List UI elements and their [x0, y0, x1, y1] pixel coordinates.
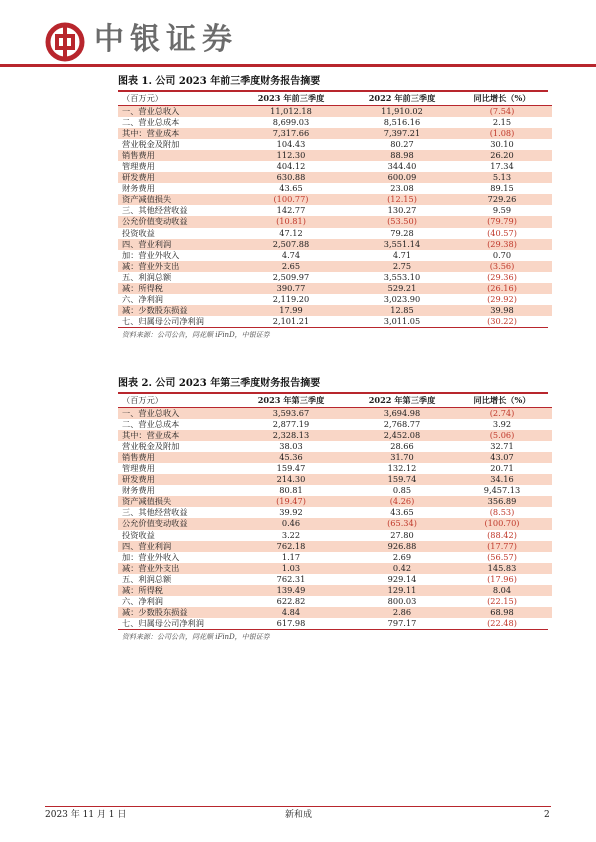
table-row [118, 563, 552, 574]
table-cell: 47.12 [279, 227, 303, 238]
table-cell: 356.89 [452, 496, 552, 507]
table-cell: (100.70) [452, 518, 552, 529]
footer-date: 2023 年 11 月 1 日 [45, 810, 127, 820]
table-cell: (5.06) [452, 430, 552, 441]
table-cell: 4.74 [281, 249, 301, 260]
table-cell: (17.77) [452, 541, 552, 552]
table-row [118, 183, 552, 194]
table-cell: 27.80 [390, 529, 414, 540]
table-cell: 344.40 [387, 161, 417, 172]
table-cell: 38.03 [279, 441, 303, 452]
table-row [118, 474, 552, 485]
table-cell: 762.31 [276, 573, 306, 584]
table-cell: (7.54) [452, 106, 552, 118]
row-label: 一、营业总收入 [118, 408, 230, 420]
row-label: 资产减值损失 [118, 496, 230, 507]
row-label: 其中：营业成本 [118, 430, 230, 441]
row-label: 二、营业总成本 [122, 419, 180, 430]
table-row [118, 250, 552, 261]
table-cell: 3,694.98 [352, 408, 452, 420]
table-cell: 159.74 [352, 474, 452, 485]
table-cell: (65.34) [352, 518, 452, 529]
row-label: 销售费用 [118, 452, 230, 463]
row-label: 资产减值损失 [118, 194, 230, 205]
table-cell: 2,119.20 [272, 293, 310, 304]
table-row [118, 139, 552, 150]
table-cell: 104.43 [276, 139, 306, 150]
table-row [118, 261, 552, 272]
table-cell: 0.46 [230, 518, 352, 529]
table-cell: (100.77) [230, 194, 352, 205]
table-cell: (8.53) [489, 507, 515, 518]
table-cell: 30.10 [490, 139, 514, 150]
table-cell: 3.92 [492, 419, 512, 430]
table-row [118, 607, 552, 618]
table-row [118, 585, 552, 596]
table-cell: 39.98 [452, 305, 552, 316]
table-row [118, 283, 552, 294]
table-cell: 43.07 [452, 452, 552, 463]
table-row [118, 239, 552, 250]
table-cell: (29.38) [452, 239, 552, 250]
table-cell: 11,012.18 [230, 106, 352, 118]
table-cell: 630.88 [230, 172, 352, 183]
table-cell: (26.16) [452, 283, 552, 294]
table1-title: 图表 1. 公司 2023 年前三季度财务报告摘要 [118, 76, 321, 87]
table-cell: 8.04 [452, 585, 552, 596]
row-label: 营业税金及附加 [122, 139, 180, 150]
page-header [0, 0, 596, 65]
column-header: 2023 年前三季度 [230, 92, 352, 106]
table-cell: 145.83 [452, 563, 552, 574]
table-cell: 2,452.08 [352, 430, 452, 441]
brand-name: 中银证券 [94, 22, 238, 57]
table-cell: 3,593.67 [230, 408, 352, 420]
table-cell: 130.27 [387, 205, 417, 216]
table-cell: 89.15 [490, 183, 514, 194]
table-row [118, 272, 552, 283]
column-header: 2023 年第三季度 [230, 394, 352, 408]
table-cell: 762.18 [230, 541, 352, 552]
row-label: 管理费用 [122, 161, 155, 172]
table-cell: 28.66 [390, 441, 414, 452]
table-cell: 80.27 [390, 139, 414, 150]
table-row [118, 194, 552, 205]
table-row [118, 463, 552, 474]
table-row [118, 172, 552, 183]
table-cell: 80.81 [279, 485, 303, 496]
table-cell: 34.16 [452, 474, 552, 485]
table-cell: (30.22) [487, 315, 517, 326]
footer-company: 新和成 [285, 810, 313, 820]
table-cell: 43.65 [279, 183, 303, 194]
table-cell: 23.08 [390, 183, 414, 194]
table-cell: 529.21 [352, 283, 452, 294]
table-cell: 0.70 [492, 249, 512, 260]
table-cell: 2.69 [392, 551, 412, 562]
row-label: 投资收益 [122, 227, 155, 238]
row-label: 三、其他经营收益 [122, 205, 188, 216]
table-row [118, 596, 552, 607]
table-cell: 2,768.77 [383, 419, 421, 430]
table-cell: 600.09 [352, 172, 452, 183]
table-row [118, 228, 552, 239]
table-row [118, 216, 552, 227]
table-cell: (1.08) [452, 128, 552, 139]
column-header: 2022 年前三季度 [352, 92, 452, 106]
table-header-row [118, 92, 552, 106]
table-cell: 622.82 [276, 595, 306, 606]
table1 [118, 92, 552, 327]
table-row [118, 452, 552, 463]
table-cell: 139.49 [230, 585, 352, 596]
table-row [118, 496, 552, 507]
row-label: 研发费用 [118, 474, 230, 485]
table-cell: 7,317.66 [230, 128, 352, 139]
table-cell: (22.15) [487, 595, 517, 606]
table-cell: 39.92 [279, 507, 303, 518]
table-cell: (29.92) [487, 293, 517, 304]
table-cell: 142.77 [276, 205, 306, 216]
table-row [118, 128, 552, 139]
table-cell: 129.11 [352, 585, 452, 596]
row-label: 七、归属母公司净利润 [122, 315, 204, 326]
row-label: 加：营业外收入 [122, 551, 180, 562]
table-cell: 2,507.88 [230, 239, 352, 250]
table-row [118, 541, 552, 552]
table-cell: 3.22 [281, 529, 301, 540]
table1-source: 资料来源：公司公告，同花顺 iFinD，中银证券 [122, 330, 270, 339]
table-cell: 159.47 [276, 463, 306, 474]
table-row [118, 117, 552, 128]
table-cell: 7,397.21 [352, 128, 452, 139]
table-cell: 8,699.03 [272, 117, 310, 128]
row-label: 减：营业外支出 [118, 563, 230, 574]
table-cell: (79.79) [452, 216, 552, 227]
header-divider [0, 64, 596, 67]
table-cell: 5.13 [452, 172, 552, 183]
table-row [118, 161, 552, 172]
table-cell: 20.71 [490, 463, 514, 474]
table-cell: (12.15) [352, 194, 452, 205]
table-cell: 2.65 [230, 261, 352, 272]
table-row [118, 305, 552, 316]
table-row [118, 419, 552, 430]
table2-section [118, 376, 548, 644]
table-cell: 617.98 [276, 617, 306, 628]
footer-page-number: 2 [544, 810, 550, 820]
row-label: 投资收益 [122, 529, 155, 540]
column-header: 同比增长（%） [452, 394, 552, 408]
row-label: 六、净利润 [122, 293, 163, 304]
row-label: 销售费用 [118, 150, 230, 161]
column-header: 2022 年第三季度 [352, 394, 452, 408]
table-cell: 26.20 [452, 150, 552, 161]
table-row [118, 530, 552, 541]
table-cell: 214.30 [230, 474, 352, 485]
table-cell: 9,457.13 [483, 485, 521, 496]
table-cell: 8,516.16 [383, 117, 421, 128]
table-cell: 3,553.10 [383, 271, 421, 282]
row-label: 六、净利润 [122, 595, 163, 606]
table-cell: 1.17 [281, 551, 301, 562]
table-row [118, 316, 552, 327]
table-cell: (4.26) [352, 496, 452, 507]
row-label: 三、其他经营收益 [122, 507, 188, 518]
table-cell: 3,023.90 [383, 293, 421, 304]
table-cell: (53.50) [352, 216, 452, 227]
table-cell: 926.88 [352, 541, 452, 552]
row-label: 加：营业外收入 [122, 249, 180, 260]
table-cell: (40.57) [487, 227, 517, 238]
table-row [118, 294, 552, 305]
row-label: 减：所得税 [118, 585, 230, 596]
row-label: 公允价值变动收益 [118, 518, 230, 529]
table-cell: (10.81) [230, 216, 352, 227]
table-row [118, 618, 552, 629]
table-cell: 31.70 [352, 452, 452, 463]
table-cell: 45.36 [230, 452, 352, 463]
row-label: 其中：营业成本 [118, 128, 230, 139]
table2-title: 图表 2. 公司 2023 年第三季度财务报告摘要 [118, 378, 321, 389]
table-row [118, 518, 552, 529]
row-label: 二、营业总成本 [122, 117, 180, 128]
table1-section [118, 74, 548, 342]
table-cell: 2,101.21 [272, 315, 310, 326]
table-cell: 797.17 [387, 617, 417, 628]
row-label: 减：营业外支出 [118, 261, 230, 272]
table-cell: 4.84 [230, 607, 352, 618]
table-cell: (3.56) [452, 261, 552, 272]
table-cell: (19.47) [230, 496, 352, 507]
table-cell: 390.77 [230, 283, 352, 294]
row-label: 四、营业利润 [118, 541, 230, 552]
table-cell: 32.71 [490, 441, 514, 452]
table-cell: 68.98 [452, 607, 552, 618]
table2 [118, 394, 552, 629]
table-cell: 112.30 [230, 150, 352, 161]
table-cell: 11,910.02 [352, 106, 452, 118]
table-cell: 88.98 [352, 150, 452, 161]
table-cell: 132.12 [387, 463, 417, 474]
table-cell: 404.12 [276, 161, 306, 172]
row-label: 营业税金及附加 [122, 441, 180, 452]
table-cell: 4.71 [392, 249, 412, 260]
table-cell: 17.99 [230, 305, 352, 316]
table-header-row [118, 394, 552, 408]
row-label: 公允价值变动收益 [118, 216, 230, 227]
table-cell: (2.74) [452, 408, 552, 420]
row-label: 财务费用 [122, 183, 155, 194]
table-cell: 929.14 [387, 573, 417, 584]
table-cell: 2.15 [492, 117, 512, 128]
table-cell: 0.85 [392, 485, 412, 496]
column-header: 同比增长（%） [452, 92, 552, 106]
table-cell: 2,328.13 [230, 430, 352, 441]
table-cell: 800.03 [387, 595, 417, 606]
column-header: （百万元） [118, 92, 230, 106]
table-cell: (17.96) [487, 573, 517, 584]
table-row [118, 205, 552, 216]
table-cell: 3,011.05 [383, 315, 421, 326]
table-cell: (88.42) [487, 529, 517, 540]
table-cell: 12.85 [352, 305, 452, 316]
table-row [118, 106, 552, 118]
table-row [118, 485, 552, 496]
table-cell: 79.28 [390, 227, 414, 238]
table-cell: (22.48) [487, 617, 517, 628]
table-cell: (56.57) [487, 551, 517, 562]
row-label: 五、利润总额 [122, 271, 172, 282]
row-label: 研发费用 [118, 172, 230, 183]
table-cell: 0.42 [352, 563, 452, 574]
row-label: 四、营业利润 [118, 239, 230, 250]
table-row [118, 408, 552, 420]
table-row [118, 441, 552, 452]
table-cell: 729.26 [452, 194, 552, 205]
table-row [118, 507, 552, 518]
row-label: 减：少数股东损益 [118, 607, 230, 618]
table-row [118, 574, 552, 585]
table-cell: 2,877.19 [272, 419, 310, 430]
row-label: 七、归属母公司净利润 [122, 617, 204, 628]
table-cell: 2.75 [352, 261, 452, 272]
row-label: 减：所得税 [118, 283, 230, 294]
bank-of-china-logo-icon [45, 22, 85, 62]
column-header: （百万元） [118, 394, 230, 408]
table-row [118, 430, 552, 441]
row-label: 减：少数股东损益 [118, 305, 230, 316]
row-label: 一、营业总收入 [118, 106, 230, 118]
table-cell: 3,551.14 [352, 239, 452, 250]
row-label: 财务费用 [122, 485, 155, 496]
footer-divider [45, 806, 551, 807]
table-cell: 17.34 [490, 161, 514, 172]
table-row [118, 150, 552, 161]
table-cell: (29.36) [487, 271, 517, 282]
table-cell: 43.65 [390, 507, 414, 518]
table-cell: 2.86 [352, 607, 452, 618]
table-row [118, 552, 552, 563]
table-cell: 9.59 [492, 205, 512, 216]
table-cell: 1.03 [230, 563, 352, 574]
row-label: 管理费用 [122, 463, 155, 474]
table2-source: 资料来源：公司公告，同花顺 iFinD，中银证券 [122, 632, 270, 641]
table-cell: 2,509.97 [272, 271, 310, 282]
row-label: 五、利润总额 [122, 573, 172, 584]
